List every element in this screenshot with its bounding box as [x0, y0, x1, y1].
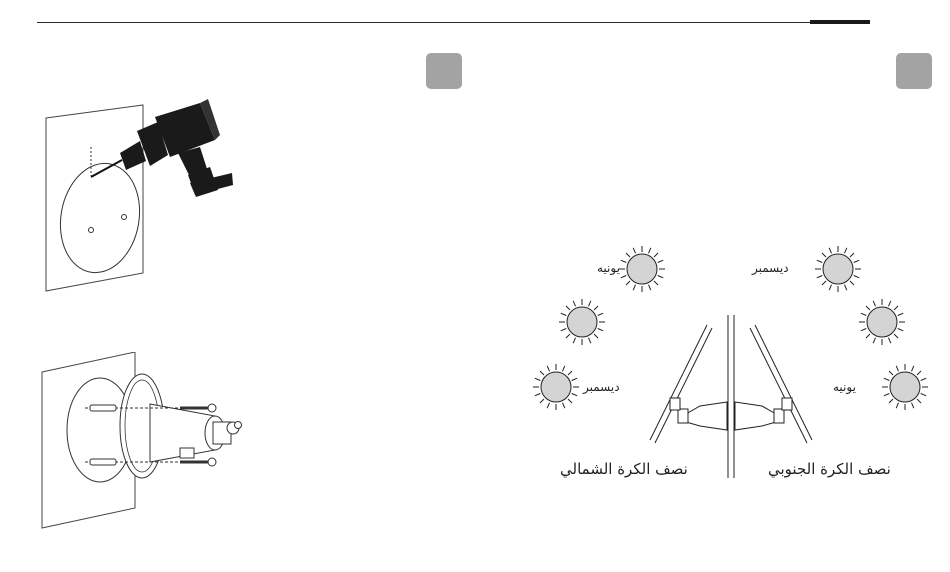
step-badge-left	[426, 53, 462, 89]
wall-mount-illustration	[40, 352, 250, 532]
sun-june-top-left	[619, 246, 665, 292]
label-southern-hemisphere: نصف الكرة الجنوبي	[768, 460, 891, 478]
header-rule-accent	[810, 20, 870, 24]
header-rule	[37, 22, 870, 23]
sun-june-right	[882, 364, 928, 410]
sun-december-left	[533, 364, 579, 410]
label-june-top-left: يونيه	[597, 261, 620, 275]
sun-december-top-right	[815, 246, 861, 292]
sun-right-middle	[859, 299, 905, 345]
label-northern-hemisphere: نصف الكرة الشمالي	[560, 460, 688, 478]
hemisphere-diagram	[520, 230, 940, 490]
step-badge-right	[896, 53, 932, 89]
label-december-top-right: ديسمبر	[752, 261, 789, 275]
label-june-right: يونيه	[833, 380, 856, 394]
drill-illustration	[40, 95, 240, 300]
sun-left-middle	[559, 299, 605, 345]
label-december-left: ديسمبر	[583, 380, 620, 394]
